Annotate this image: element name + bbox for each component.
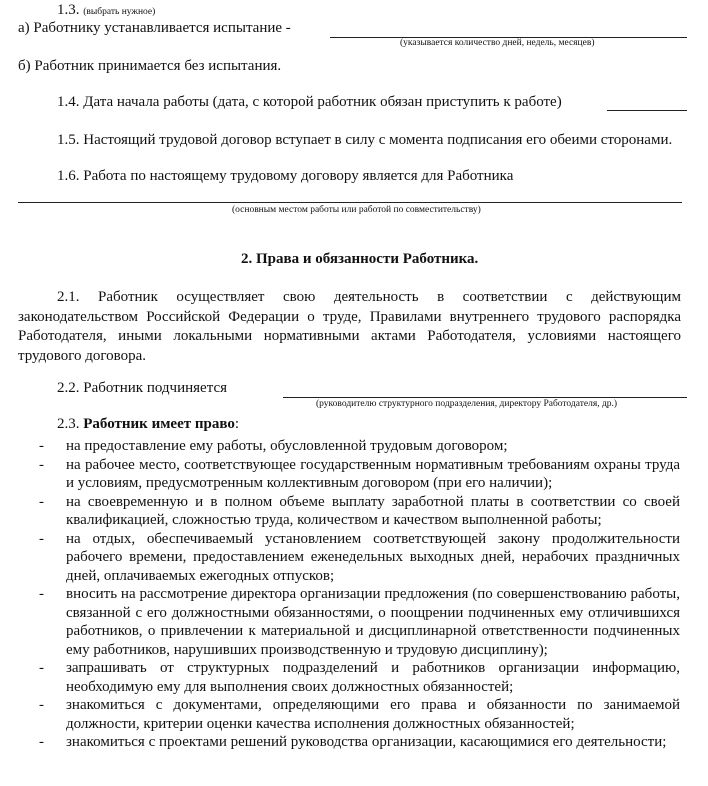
section-2-3-header [57, 416, 239, 433]
start-date-blank[interactable] [607, 110, 687, 111]
section-1-6: 1.6. Работа по настоящему трудовому договору является для Работника [57, 168, 514, 184]
list-item-text: на рабочее место, соответствующее государственным нормативным требованиям охраны труда и условиям, предусмотренным коллективным договором (при его наличии); [66, 456, 680, 491]
probation-option-a: а) Работнику устанавливается испытание - [18, 20, 291, 36]
list-item [18, 530, 680, 586]
supervisor-blank[interactable] [283, 397, 687, 398]
list-item-text: на предоставление ему работы, обусловленной трудовым договором; [66, 438, 508, 454]
list-item [18, 733, 680, 752]
section-2-2: 2.2. Работник подчиняется [57, 380, 228, 396]
list-dash: - [39, 697, 44, 713]
section-number: 2.3. [57, 416, 80, 432]
probation-duration-hint: (указывается количество дней, недель, месяцев) [400, 38, 595, 48]
section-2-heading: 2. Права и обязанности Работника. [241, 251, 479, 267]
list-item-text: запрашивать от структурных подразделений и работников организации информацию, необходимую ему для выполнения своих должностных обязанностей; [66, 660, 680, 695]
section-2-1: 2.1. Работник осуществляет свою деятельность в соответствии с действующим законодательством Российской Федерации о труде, Правилами внутреннего трудового распорядка Работодателя, иными локальными нормативными актами Работодателя, условиями настоящего трудового договора. [18, 289, 681, 364]
rights-list [18, 437, 680, 752]
list-item [18, 696, 680, 733]
employment-type-blank[interactable] [18, 202, 682, 203]
section-1-4: 1.4. Дата начала работы (дата, с которой работник обязан приступить к работе) [57, 94, 562, 110]
rights-title: Работник имеет право [83, 416, 235, 432]
list-dash: - [39, 438, 44, 454]
supervisor-hint: (руководителю структурного подразделения, директору Работодателя, др.) [316, 399, 618, 409]
list-item [18, 659, 680, 696]
list-dash: - [39, 493, 44, 510]
probation-option-b: б) Работник принимается без испытания. [18, 58, 282, 74]
list-item [18, 493, 680, 530]
section-1-3-header [57, 2, 155, 19]
rights-colon: : [234, 416, 240, 432]
section-1-5: 1.5. Настоящий трудовой договор вступает в силу с момента подписания его обеими сторонами. [57, 132, 673, 148]
list-item [18, 437, 680, 456]
list-item-text: знакомиться с документами, определяющими его права и обязанности по занимаемой должности, критерии оценки качества исполнения должностных обязанностей; [66, 697, 680, 732]
section-number: 1.3. [57, 2, 80, 18]
employment-type-hint: (основным местом работы или работой по совместительству) [232, 205, 481, 215]
list-dash: - [39, 586, 44, 602]
list-item [18, 585, 680, 659]
list-item-text: на отдых, обеспечиваемый установлением соответствующей закону продолжительности рабочего времени, предоставлением еженедельных выходных дней, нерабочих праздничных дней, оплачиваемых ежегодных отпусков; [66, 530, 680, 584]
list-dash: - [39, 660, 44, 676]
list-item-text: знакомиться с проектами решений руководства организации, касающимися его деятельности; [66, 734, 667, 750]
list-dash: - [39, 456, 44, 473]
list-item-text: вносить на рассмотрение директора организации предложения (по совершенствованию работы, связанной с его должностными обязанностями, о поощрении подчиненных ему отличившихся работников, о привлечении к материальной и дисциплинарной ответственности подчиненных ему работников, нарушивших производственную и трудовую дисциплину); [66, 586, 680, 658]
choice-note: (выбрать нужное) [83, 7, 156, 17]
list-item-text: на своевременную и в полном объеме выплату заработной платы в соответствии со своей квалификацией, сложностью труда, количеством и качеством выполненной работы; [66, 493, 680, 528]
list-dash: - [39, 530, 44, 547]
list-dash: - [39, 734, 44, 750]
list-item [18, 456, 680, 493]
